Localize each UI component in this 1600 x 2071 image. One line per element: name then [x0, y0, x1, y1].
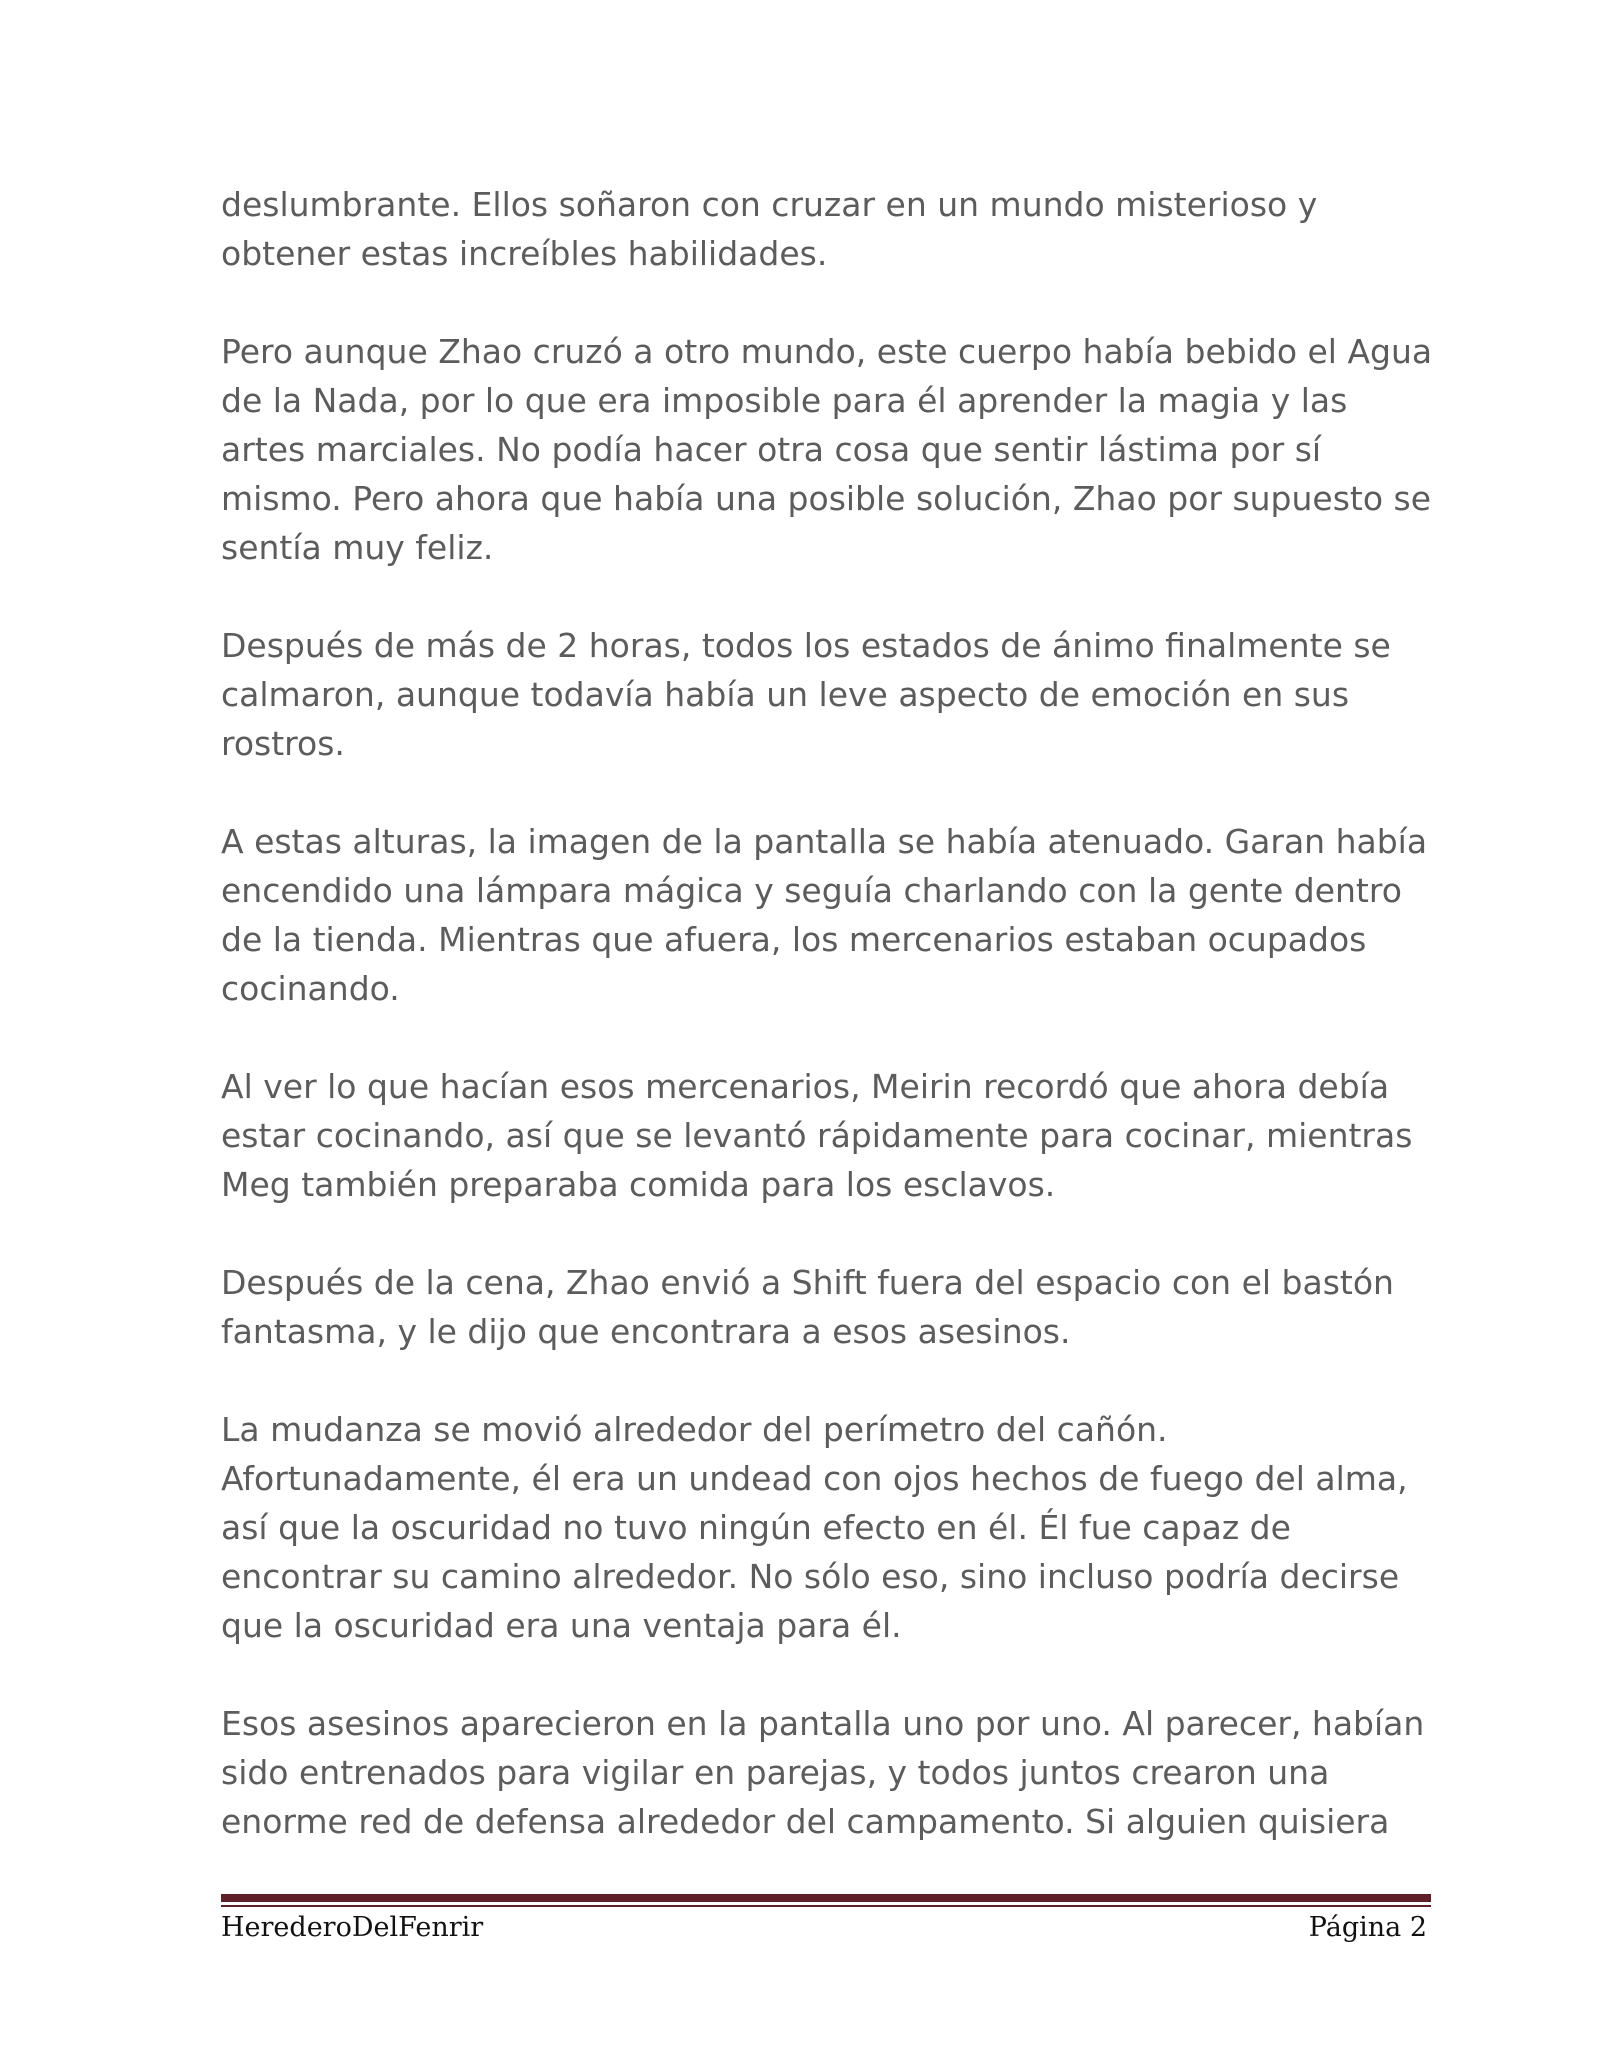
text-line: así que la oscuridad no tuvo ningún efecto en él. Él fue capaz de: [221, 1508, 1291, 1547]
paragraph: [221, 1699, 1431, 1846]
text-line: Pero aunque Zhao cruzó a otro mundo, este cuerpo había bebido el Agua: [221, 332, 1433, 371]
text-line: encendido una lámpara mágica y seguía charlando con la gente dentro: [221, 871, 1402, 910]
text-line: deslumbrante. Ellos soñaron con cruzar en un mundo misterioso y: [221, 185, 1318, 224]
paragraph: [221, 180, 1431, 278]
text-line: calmaron, aunque todavía había un leve aspecto de emoción en sus: [221, 675, 1350, 714]
paragraph: [221, 1258, 1431, 1356]
text-line: obtener estas increíbles habilidades.: [221, 234, 828, 273]
body-text: [221, 180, 1431, 1895]
text-line: rostros.: [221, 724, 345, 763]
text-line: A estas alturas, la imagen de la pantalla se había atenuado. Garan había: [221, 822, 1428, 861]
text-line: fantasma, y le dijo que encontrara a esos asesinos.: [221, 1312, 1071, 1351]
text-line: Después de la cena, Zhao envió a Shift fuera del espacio con el bastón: [221, 1263, 1394, 1302]
text-line: artes marciales. No podía hacer otra cosa que sentir lástima por sí: [221, 430, 1322, 469]
text-line: mismo. Pero ahora que había una posible solución, Zhao por supuesto se: [221, 479, 1432, 518]
page-footer: [221, 1908, 1431, 1948]
paragraph: [221, 327, 1431, 572]
paragraph: [221, 621, 1431, 768]
text-line: de la tienda. Mientras que afuera, los mercenarios estaban ocupados: [221, 920, 1367, 959]
text-line: Al ver lo que hacían esos mercenarios, Meirin recordó que ahora debía: [221, 1067, 1390, 1106]
text-line: que la oscuridad era una ventaja para él.: [221, 1606, 902, 1645]
footer-author: HerederoDelFenrir: [221, 1912, 484, 1943]
text-line: cocinando.: [221, 969, 400, 1008]
text-line: Meg también preparaba comida para los esclavos.: [221, 1165, 1056, 1204]
text-line: estar cocinando, así que se levantó rápidamente para cocinar, mientras: [221, 1116, 1413, 1155]
footer-rule-thick: [221, 1894, 1431, 1902]
footer-page-number: Página 2: [1308, 1912, 1427, 1943]
text-line: enorme red de defensa alrededor del campamento. Si alguien quisiera: [221, 1802, 1390, 1841]
paragraph: [221, 817, 1431, 1013]
text-line: Después de más de 2 horas, todos los estados de ánimo finalmente se: [221, 626, 1391, 665]
paragraph: [221, 1405, 1431, 1650]
text-line: encontrar su camino alrededor. No sólo eso, sino incluso podría decirse: [221, 1557, 1400, 1596]
text-line: Afortunadamente, él era un undead con ojos hechos de fuego del alma,: [221, 1459, 1408, 1498]
text-line: Esos asesinos aparecieron en la pantalla uno por uno. Al parecer, habían: [221, 1704, 1425, 1743]
text-line: La mudanza se movió alrededor del perímetro del cañón.: [221, 1410, 1168, 1449]
footer-rule-thin: [221, 1905, 1431, 1907]
text-line: sentía muy feliz.: [221, 528, 494, 567]
text-line: de la Nada, por lo que era imposible para él aprender la magia y las: [221, 381, 1348, 420]
text-line: sido entrenados para vigilar en parejas, y todos juntos crearon una: [221, 1753, 1330, 1792]
paragraph: [221, 1062, 1431, 1209]
